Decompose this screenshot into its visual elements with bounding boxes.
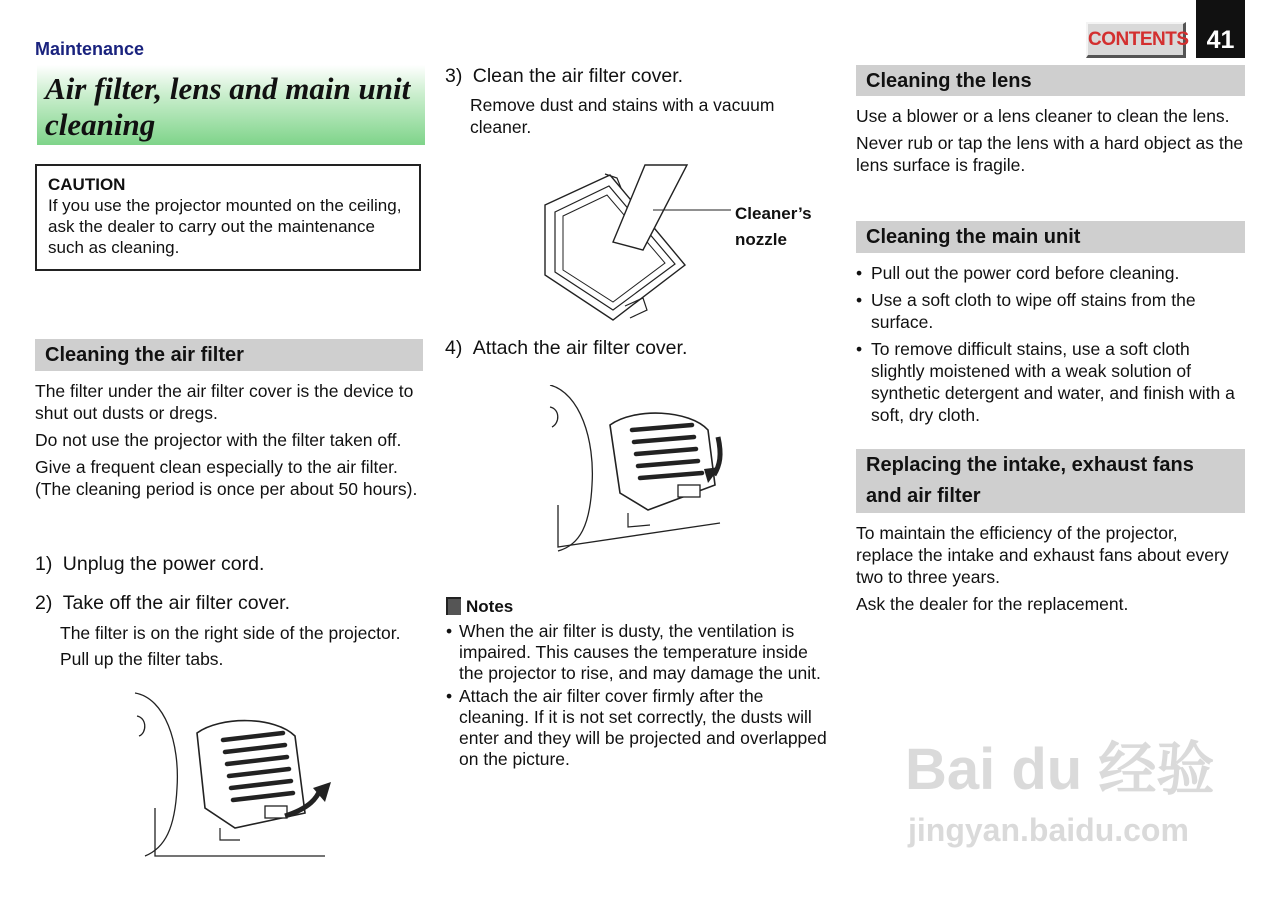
replacing-para-2: Ask the dealer for the replacement. <box>856 594 1129 614</box>
step-4 <box>445 336 687 360</box>
notes-icon <box>446 597 461 615</box>
main-unit-item-3: • To remove difficult stains, use a soft cloth slightly moistened with a weak solution of synthetic detergent and water, and finish with a soft, dry cloth. <box>856 338 1248 426</box>
lens-para-2: Never rub or tap the lens with a hard object as the lens surface is fragile. <box>856 133 1244 175</box>
watermark-brand: Bai du 经验 <box>905 737 1215 802</box>
contents-button[interactable]: CONTENTS <box>1086 22 1186 58</box>
step-2-text: Take off the air filter cover. <box>62 592 291 614</box>
page-title <box>37 65 425 145</box>
vacuum-cleaning-illustration <box>535 160 735 328</box>
main-unit-item-1: • Pull out the power cord before cleaning. <box>856 262 1248 284</box>
filter-cover-removal-illustration <box>125 688 340 860</box>
nozzle-label-line-1: Cleaner’s <box>735 204 812 223</box>
replacing-text <box>856 522 1236 615</box>
step-2-number: 2) <box>35 592 53 614</box>
lens-heading: Cleaning the lens <box>856 65 1245 96</box>
note-item-2: • Attach the air filter cover firmly after the cleaning. If it is not set correctly, the dusts will enter and they will be projected and overlapped on the picture. <box>446 686 834 770</box>
notes-heading-text: Notes <box>466 597 514 616</box>
caution-box <box>35 164 421 271</box>
page-title-text <box>45 71 410 143</box>
step-3-number: 3) <box>445 65 463 87</box>
step-1-text: Unplug the power cord. <box>62 553 265 575</box>
replacing-heading-line-1: Replacing the intake, exhaust fans <box>866 454 1194 476</box>
section-label: Maintenance <box>35 39 145 59</box>
step-4-number: 4) <box>445 337 463 359</box>
notes-heading <box>446 597 513 617</box>
main-unit-heading: Cleaning the main unit <box>856 221 1245 253</box>
replacing-heading <box>856 449 1245 513</box>
air-filter-para-1: The filter under the air filter cover is the device to shut out dusts or dregs. <box>35 381 414 423</box>
step-2-sub-2: Pull up the filter tabs. <box>60 649 224 669</box>
caution-text: If you use the projector mounted on the ceiling, ask the dealer to carry out the maintenance such as cleaning. <box>48 196 402 257</box>
step-3-sub-1: Remove dust and stains with a vacuum cleaner. <box>470 95 775 137</box>
replacing-heading-line-2: and air filter <box>866 485 981 507</box>
step-2 <box>35 591 290 615</box>
lens-text <box>856 105 1248 176</box>
air-filter-para-3: Give a frequent clean especially to the air filter. (The cleaning period is once per about 50 hours). <box>35 457 418 499</box>
air-filter-heading: Cleaning the air filter <box>35 339 423 371</box>
main-unit-list <box>856 262 1248 431</box>
title-line-1: Air filter, lens and main unit <box>45 71 411 106</box>
step-3 <box>445 64 683 88</box>
air-filter-text <box>35 380 427 500</box>
air-filter-para-2: Do not use the projector with the filter taken off. <box>35 430 402 450</box>
watermark-url: jingyan.baidu.com <box>908 812 1189 848</box>
note-item-1: • When the air filter is dusty, the ventilation is impaired. This causes the temperature inside the projector to rise, and may damage the unit. <box>446 621 834 684</box>
step-1 <box>35 552 264 576</box>
step-3-text: Clean the air filter cover. <box>472 65 684 87</box>
nozzle-label-line-2: nozzle <box>735 230 787 249</box>
nozzle-label <box>735 201 812 253</box>
step-2-sub-1: The filter is on the right side of the projector. <box>60 623 401 643</box>
page-number: 41 <box>1196 0 1245 58</box>
main-unit-item-2: • Use a soft cloth to wipe off stains from the surface. <box>856 289 1248 333</box>
lens-para-1: Use a blower or a lens cleaner to clean the lens. <box>856 106 1230 126</box>
filter-cover-attach-illustration <box>540 385 740 555</box>
caution-heading: CAUTION <box>48 175 126 194</box>
replacing-para-1: To maintain the efficiency of the projector, replace the intake and exhaust fans about every two to three years. <box>856 523 1229 587</box>
step-1-number: 1) <box>35 553 53 575</box>
notes-list <box>446 621 834 770</box>
title-line-2: cleaning <box>45 107 156 142</box>
step-4-text: Attach the air filter cover. <box>472 337 688 359</box>
